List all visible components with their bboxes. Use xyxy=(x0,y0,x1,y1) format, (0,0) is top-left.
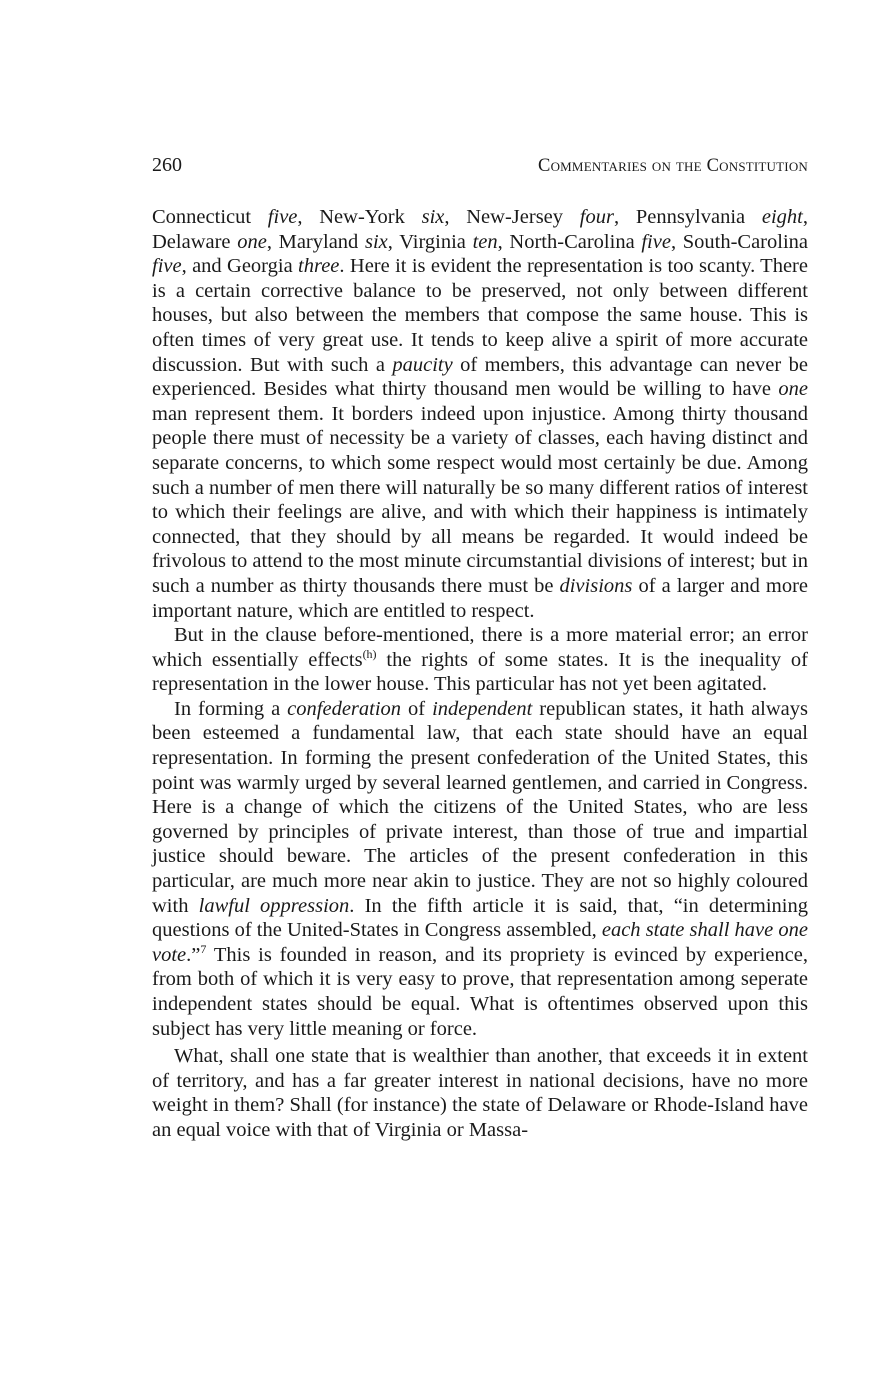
italic-run: independent xyxy=(432,697,533,720)
text-run: What, shall one state that is wealthier than another, that exceeds it in extent of territory, and has a far greater interest in national decisions, have no more weight in them? Shall (for instance) the state of Delaware or Rhode-Island have an equal voice with that of Virginia or Massa- xyxy=(152,1045,808,1141)
text-run: , Virginia xyxy=(387,230,473,253)
text-run: , Pennsylvania xyxy=(613,206,762,228)
text-run: In forming a xyxy=(174,697,288,720)
footnote-marker: (h) xyxy=(362,646,377,661)
italic-run: five xyxy=(641,230,671,253)
italic-run: divisions xyxy=(559,574,633,597)
italic-run: paucity xyxy=(392,353,453,376)
text-run: . In the fifth article it is said, that, “in determining questions of the United-States in Congress assembled, xyxy=(152,894,808,942)
text-run: , Maryland xyxy=(266,230,365,253)
text-run: man represent them. It borders indeed upon injustice. Among thirty thousand people there must of necessity be a variety of classes, each having distinct and separate concerns, to which some respect would most certainly be due. Among such a number of men there will naturally be so many different ratios of interest to which their feelings are alive, and with which their happiness is intimately connected, that they should by all means be regarded. It would indeed be frivolous to attend to the most minute circumstantial divisions of interest; but in such a number as thirty thousands there must be xyxy=(152,402,808,597)
text-run: of xyxy=(401,697,433,720)
text-run: republican states, it hath always been esteemed a fundamental law, that each state should have an equal representation. In forming the present confederation of the United States, this point was warmly urged by several learned gentlemen, and carried in Congress. Here is a change of which the citizens of the United States, who are less governed by principles of private interest, than those of true and impartial justice should beware. The articles of the present confederation in this particular, are much more near akin to justice. They are not so highly coloured with xyxy=(152,697,808,917)
text-run: This is founded in reason, and its propriety is evinced by experience, from both of which it is very easy to prove, that representation among seperate independent states should be equal. What is oftentimes observed upon this subject has very little meaning or force. xyxy=(152,943,808,1040)
italic-run: five xyxy=(267,206,298,228)
footnote-marker: 7 xyxy=(200,941,207,956)
text-run: , New-Jersey xyxy=(444,206,580,228)
text-run: the rights of some states. It is the inequality of representation in the lower house. This particular has not yet been agitated. xyxy=(152,648,808,696)
text-run: , North-Carolina xyxy=(497,230,642,253)
text-run: .” xyxy=(186,943,201,966)
text-run: , and Georgia xyxy=(181,255,299,278)
text-run: , New-York xyxy=(297,206,422,228)
book-page xyxy=(152,150,808,1143)
italic-run: ten xyxy=(472,230,498,253)
paragraph-1 xyxy=(152,205,808,623)
italic-run: lawful oppression xyxy=(198,894,350,917)
text-run: Connecticut xyxy=(152,206,268,228)
page-number: 260 xyxy=(152,154,182,176)
italic-run: each state shall have one vote xyxy=(152,919,808,966)
text-run: of members, this advantage can never be experienced. Besides what thirty thousand men would be willing to have xyxy=(152,353,808,401)
text-run: . Here it is evident the representation is too scanty. There is a certain corrective balance to be preserved, not only between different houses, but also between the members that compose the same house. This is often times of very great use. It tends to keep alive a spirit of more accurate discussion. But with such a xyxy=(152,255,808,376)
text-run: But in the clause before-mentioned, there is a more material error; an error which essentially effects xyxy=(152,624,808,671)
italic-run: six xyxy=(421,206,445,228)
italic-run: one xyxy=(778,378,808,401)
italic-run: three xyxy=(298,255,340,278)
paragraph-4 xyxy=(152,1044,808,1142)
paragraph-3 xyxy=(152,697,808,1041)
italic-run: one xyxy=(237,230,267,253)
italic-run: six xyxy=(364,230,388,253)
paragraph-2 xyxy=(152,623,808,697)
italic-run: eight xyxy=(761,206,803,228)
text-run: , Delaware xyxy=(152,206,808,253)
running-head xyxy=(152,150,808,180)
italic-run: confederation xyxy=(287,697,402,720)
body-text xyxy=(152,205,808,1143)
italic-run: five xyxy=(152,255,182,278)
italic-run: four xyxy=(579,206,614,228)
text-run: of a larger and more important nature, which are entitled to respect. xyxy=(152,574,808,622)
running-title: Commentaries on the Constitution xyxy=(538,156,808,176)
text-run: , South-Carolina xyxy=(670,230,808,253)
